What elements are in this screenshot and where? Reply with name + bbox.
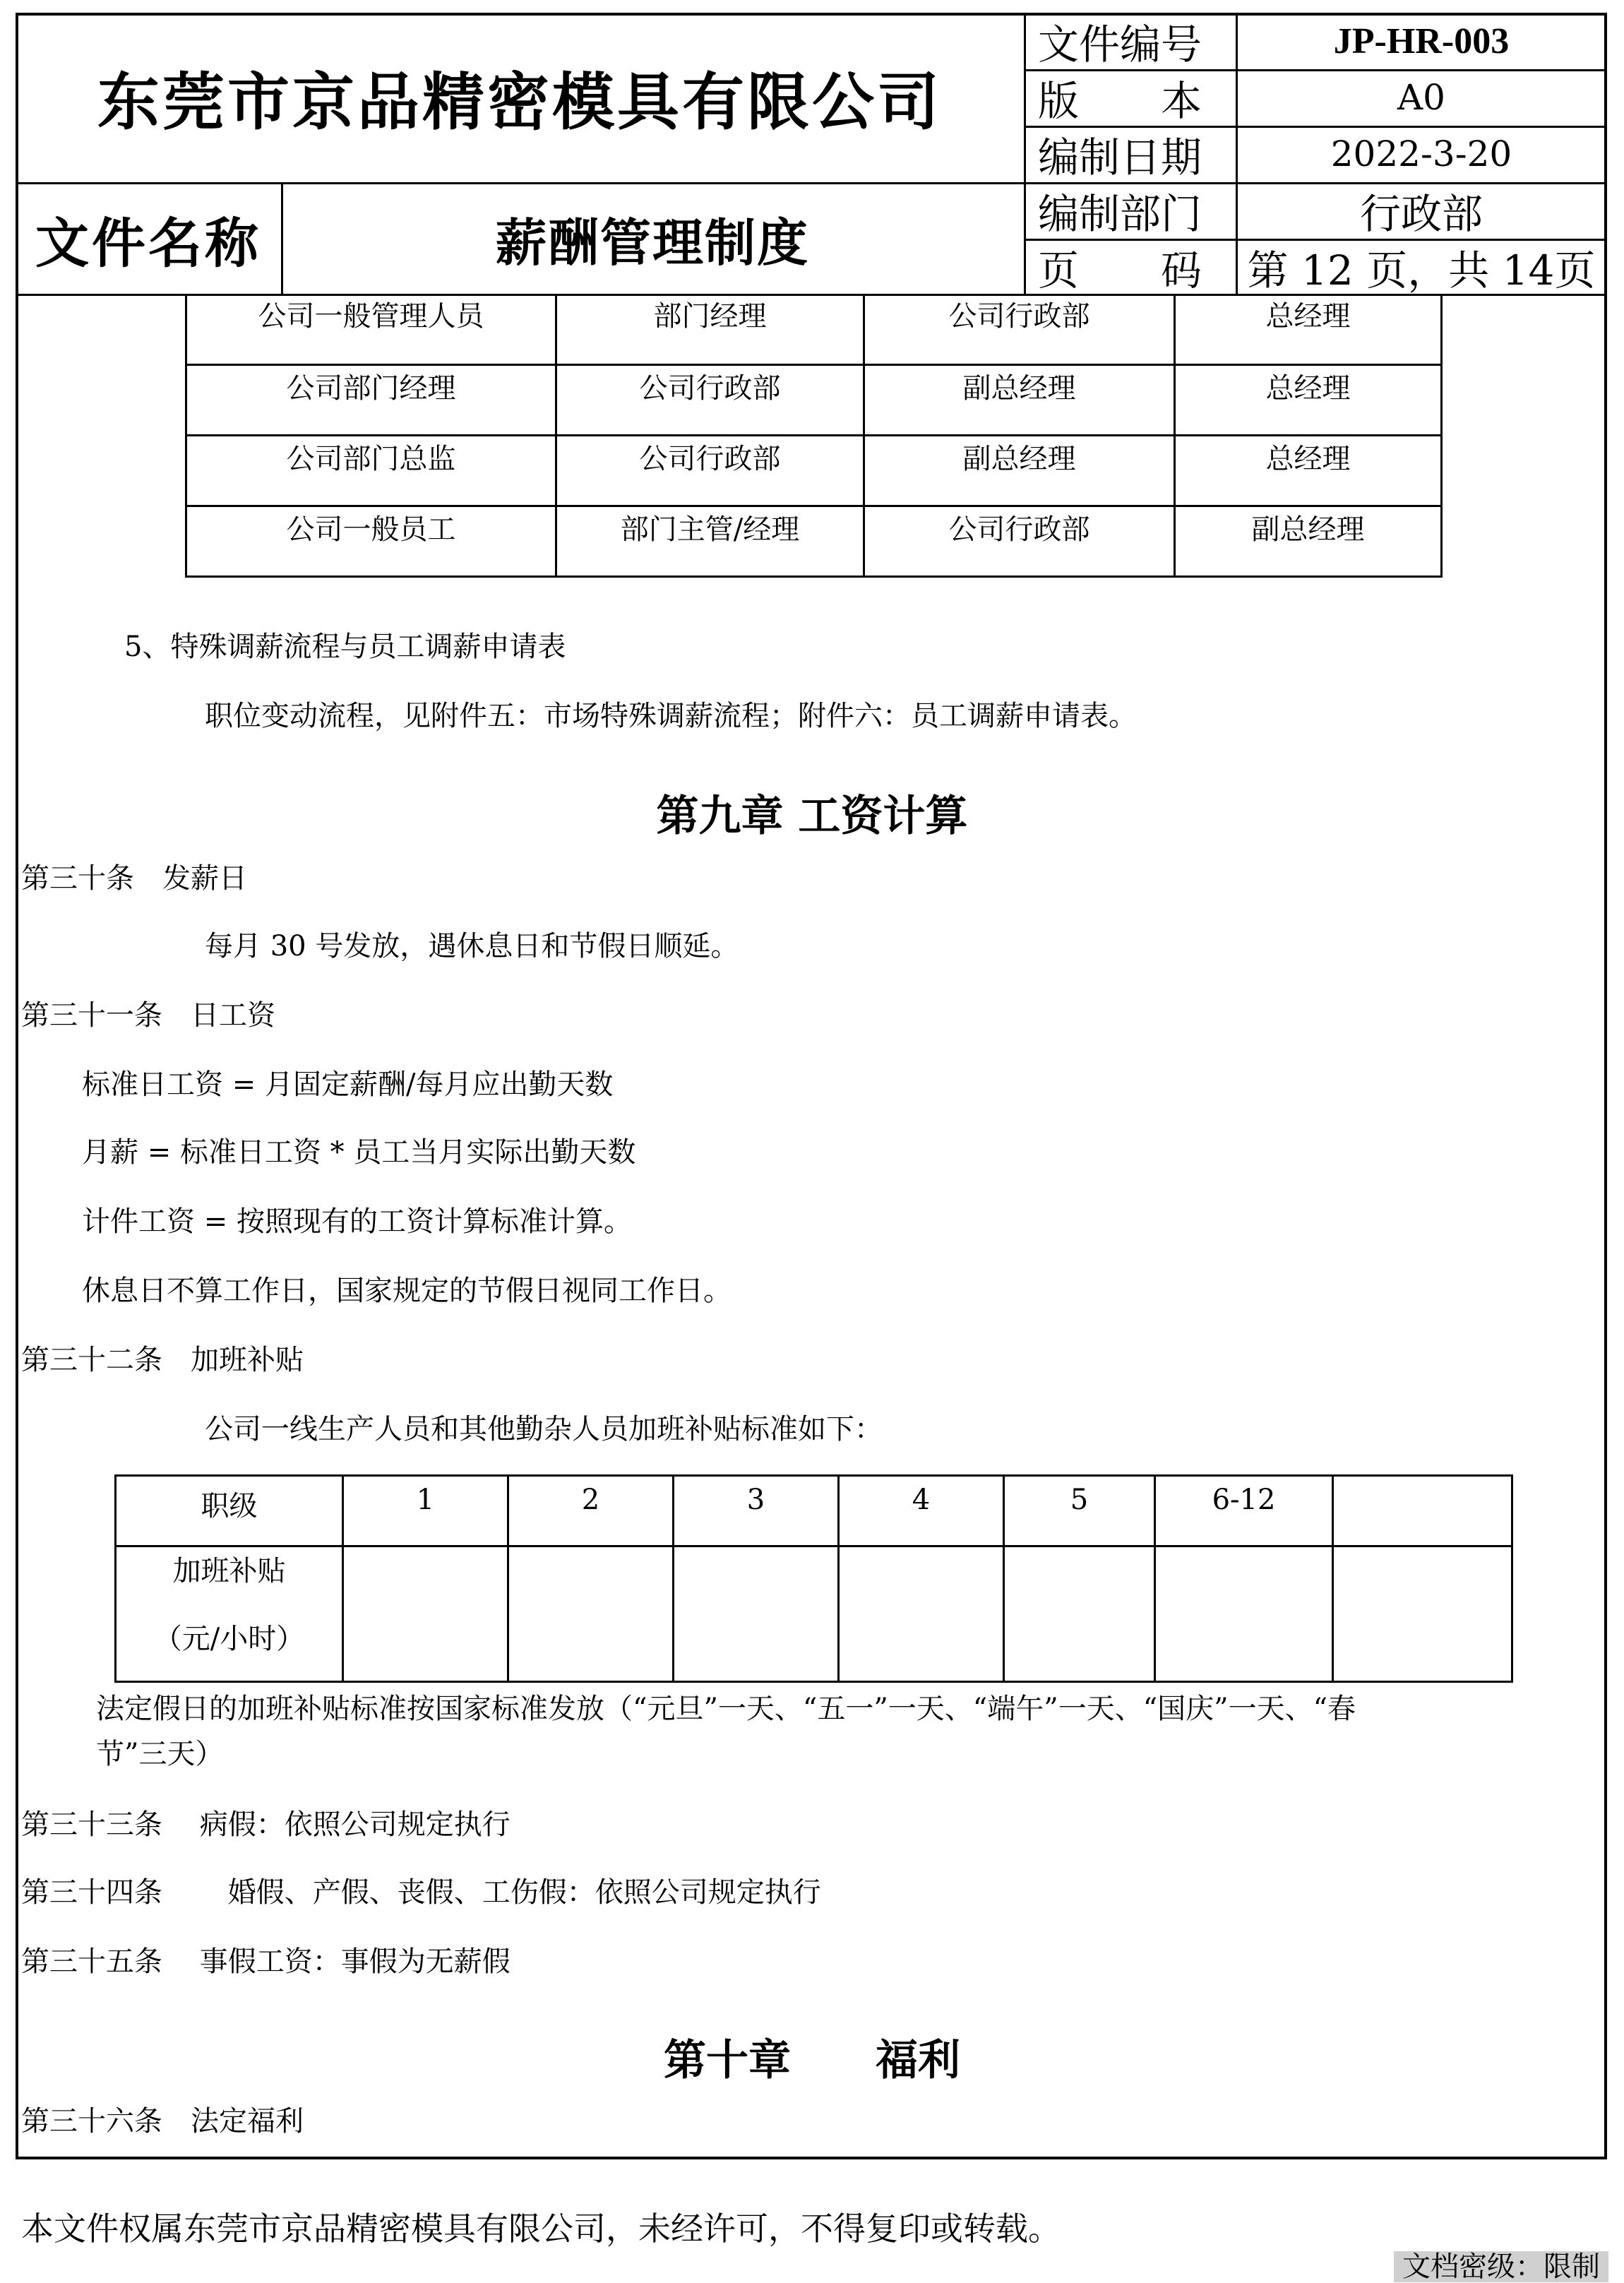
article32-text: 公司一线生产人员和其他勤杂人员加班补贴标准如下： <box>205 1413 883 1445</box>
table-header-cell: 职级 <box>116 1476 343 1546</box>
holiday-note-line2: 节”三天） <box>96 1738 224 1770</box>
item5-title: 5、特殊调薪流程与员工调薪申请表 <box>124 631 566 663</box>
table-cell <box>1004 1546 1155 1682</box>
table-row <box>186 364 1442 435</box>
table-cell: 公司部门总监 <box>186 435 556 506</box>
table-header-cell: 4 <box>839 1476 1004 1546</box>
overtime-row-label <box>116 1546 343 1682</box>
version-value: A0 <box>1397 77 1445 118</box>
approval-table <box>185 294 1443 578</box>
overtime-row-label-line2: （元/小时） <box>153 1623 305 1655</box>
date-label: 编制日期 <box>1038 133 1202 181</box>
table-cell <box>343 1546 508 1682</box>
table-cell: 公司一般管理人员 <box>186 294 556 364</box>
department-label: 编制部门 <box>1038 190 1202 238</box>
table-row <box>116 1546 1512 1682</box>
copyright-notice: 本文件权属东莞市京品精密模具有限公司，未经许可，不得复印或转载。 <box>21 2210 1061 2248</box>
article31-line4: 休息日不算工作日，国家规定的节假日视同工作日。 <box>82 1275 732 1307</box>
table-cell <box>1333 1546 1512 1682</box>
date-value: 2022-3-20 <box>1330 133 1512 174</box>
article31-line3: 计件工资 = 按照现有的工资计算标准计算。 <box>82 1205 632 1238</box>
table-cell <box>839 1546 1004 1682</box>
item5-text: 职位变动流程，见附件五：市场特殊调薪流程；附件六：员工调薪申请表。 <box>205 700 1137 732</box>
article32-title: 第三十二条 加班补贴 <box>21 1344 304 1376</box>
table-cell: 公司行政部 <box>864 294 1175 364</box>
table-cell: 副总经理 <box>864 364 1175 435</box>
table-cell: 公司一般员工 <box>186 506 556 576</box>
table-cell: 公司部门经理 <box>186 364 556 435</box>
table-row <box>186 435 1442 506</box>
table-cell: 总经理 <box>1175 435 1442 506</box>
table-header-cell: 3 <box>674 1476 839 1546</box>
article34: 第三十四条 婚假、产假、丧假、工伤假：依照公司规定执行 <box>21 1876 821 1909</box>
table-cell <box>1155 1546 1333 1682</box>
article33: 第三十三条 病假：依照公司规定执行 <box>21 1808 511 1841</box>
table-cell: 总经理 <box>1175 364 1442 435</box>
table-row <box>186 506 1442 576</box>
department-value: 行政部 <box>1359 190 1483 238</box>
table-header-row <box>116 1476 1512 1546</box>
holiday-note-line1: 法定假日的加班补贴标准按国家标准发放（“元旦”一天、“五一”一天、“端午”一天、“国庆”一天、“春 <box>96 1693 1356 1725</box>
version-label: 版 本 <box>1038 77 1202 125</box>
document-header <box>16 13 1607 295</box>
doc-name: 薪酬管理制度 <box>495 213 809 273</box>
chapter10-title: 第十章 福利 <box>664 2036 960 2085</box>
table-cell: 公司行政部 <box>556 435 864 506</box>
doc-number-label: 文件编号 <box>1038 20 1202 68</box>
table-cell: 副总经理 <box>1175 506 1442 576</box>
table-cell: 公司行政部 <box>556 364 864 435</box>
classification-badge: 文档密级：限制 <box>1394 2251 1608 2282</box>
doc-number-value: JP-HR-003 <box>1333 20 1510 61</box>
article30-title: 第三十条 发薪日 <box>21 862 247 895</box>
table-header-cell <box>1333 1476 1512 1546</box>
table-cell: 副总经理 <box>864 435 1175 506</box>
table-row <box>186 294 1442 364</box>
overtime-row-label-line1: 加班补贴 <box>172 1555 286 1587</box>
table-cell: 部门主管/经理 <box>556 506 864 576</box>
table-cell <box>508 1546 674 1682</box>
article31-line1: 标准日工资 = 月固定薪酬/每月应出勤天数 <box>82 1068 614 1101</box>
doc-name-label: 文件名称 <box>35 211 261 275</box>
table-cell <box>674 1546 839 1682</box>
table-header-cell: 6-12 <box>1155 1476 1333 1546</box>
table-cell: 总经理 <box>1175 294 1442 364</box>
table-cell: 部门经理 <box>556 294 864 364</box>
table-header-cell: 5 <box>1004 1476 1155 1546</box>
page-value: 第 12 页，共 14页 <box>1247 246 1596 294</box>
table-header-cell: 2 <box>508 1476 674 1546</box>
article31-title: 第三十一条 日工资 <box>21 999 275 1032</box>
chapter9-title: 第九章 工资计算 <box>656 792 968 841</box>
article36-title: 第三十六条 法定福利 <box>21 2105 304 2138</box>
company-name: 东莞市京品精密模具有限公司 <box>97 65 942 138</box>
table-header-cell: 1 <box>343 1476 508 1546</box>
overtime-table <box>114 1474 1513 1683</box>
article35: 第三十五条 事假工资：事假为无薪假 <box>21 1945 511 1978</box>
page-label: 页 码 <box>1038 246 1202 294</box>
article31-line2: 月薪 = 标准日工资 * 员工当月实际出勤天数 <box>82 1136 636 1169</box>
article30-text: 每月 30 号发放，遇休息日和节假日顺延。 <box>205 930 739 962</box>
table-cell: 公司行政部 <box>864 506 1175 576</box>
